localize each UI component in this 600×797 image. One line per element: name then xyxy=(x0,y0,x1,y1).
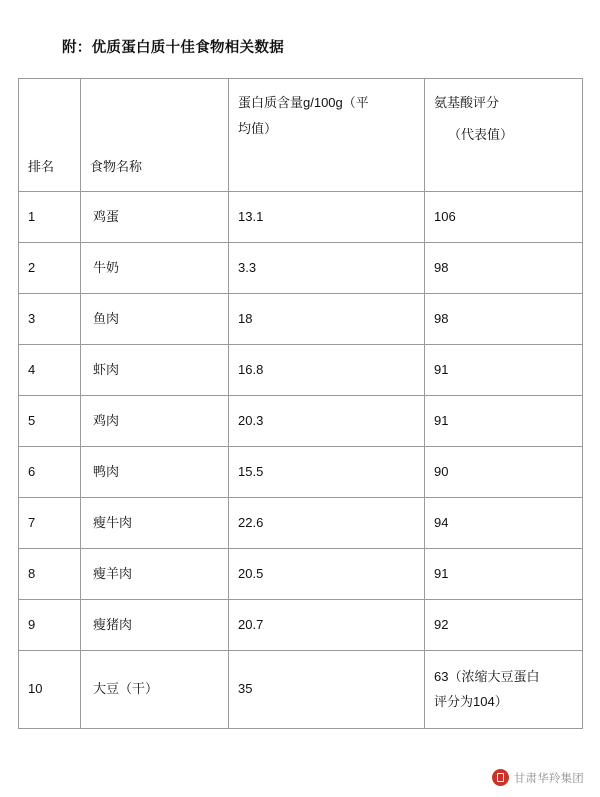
column-header-protein-line2: 均值） xyxy=(238,121,278,137)
cell-rank: 5 xyxy=(19,396,81,447)
watermark-label: 甘肃华羚集团 xyxy=(513,772,584,785)
cell-score-line1: 63（浓缩大豆蛋白 xyxy=(434,668,540,684)
column-header-protein xyxy=(229,79,425,192)
page-title: 附：优质蛋白质十佳食物相关数据 xyxy=(62,40,284,56)
cell-score: 98 xyxy=(425,294,583,345)
cell-rank: 6 xyxy=(19,447,81,498)
table-header-row xyxy=(19,79,583,192)
cell-rank: 3 xyxy=(19,294,81,345)
cell-rank: 4 xyxy=(19,345,81,396)
protein-data-table xyxy=(18,78,583,729)
watermark xyxy=(486,766,590,789)
cell-score: 90 xyxy=(425,447,583,498)
cell-score xyxy=(425,651,583,729)
cell-protein: 20.7 xyxy=(229,600,425,651)
cell-rank: 8 xyxy=(19,549,81,600)
table-row xyxy=(19,294,583,345)
brand-logo-icon xyxy=(492,769,509,786)
cell-score: 91 xyxy=(425,549,583,600)
column-header-rank: 排名 xyxy=(19,79,81,192)
cell-score: 106 xyxy=(425,192,583,243)
cell-food: 鸡肉 xyxy=(81,396,229,447)
cell-score: 94 xyxy=(425,498,583,549)
table-row xyxy=(19,549,583,600)
cell-food: 瘦羊肉 xyxy=(81,549,229,600)
cell-protein: 22.6 xyxy=(229,498,425,549)
cell-food: 鱼肉 xyxy=(81,294,229,345)
cell-score: 92 xyxy=(425,600,583,651)
table-row xyxy=(19,651,583,729)
cell-protein: 3.3 xyxy=(229,243,425,294)
column-header-score-line1: 氨基酸评分 xyxy=(434,95,500,110)
column-header-score-line2: （代表值） xyxy=(448,127,514,143)
cell-protein: 16.8 xyxy=(229,345,425,396)
table-row xyxy=(19,243,583,294)
table-body xyxy=(19,192,583,729)
cell-protein: 13.1 xyxy=(229,192,425,243)
cell-score-line2: 评分为104） xyxy=(434,694,508,709)
cell-food: 鸭肉 xyxy=(81,447,229,498)
cell-score: 91 xyxy=(425,396,583,447)
cell-score: 91 xyxy=(425,345,583,396)
table-row xyxy=(19,600,583,651)
table-row xyxy=(19,396,583,447)
table-header xyxy=(19,79,583,192)
table-row xyxy=(19,345,583,396)
column-header-food: 食物名称 xyxy=(81,79,229,192)
cell-food: 瘦牛肉 xyxy=(81,498,229,549)
cell-protein: 18 xyxy=(229,294,425,345)
cell-food: 瘦猪肉 xyxy=(81,600,229,651)
cell-food: 鸡蛋 xyxy=(81,192,229,243)
table-row xyxy=(19,192,583,243)
column-header-protein-line1: 蛋白质含量g/100g（平 xyxy=(238,95,369,110)
cell-rank: 1 xyxy=(19,192,81,243)
cell-rank: 2 xyxy=(19,243,81,294)
cell-score: 98 xyxy=(425,243,583,294)
table-row xyxy=(19,447,583,498)
cell-protein: 15.5 xyxy=(229,447,425,498)
cell-food: 虾肉 xyxy=(81,345,229,396)
cell-rank: 9 xyxy=(19,600,81,651)
cell-food: 牛奶 xyxy=(81,243,229,294)
cell-food: 大豆（干） xyxy=(81,651,229,729)
table-row xyxy=(19,498,583,549)
cell-protein: 20.5 xyxy=(229,549,425,600)
column-header-score xyxy=(425,79,583,192)
cell-rank: 7 xyxy=(19,498,81,549)
cell-protein: 20.3 xyxy=(229,396,425,447)
cell-rank: 10 xyxy=(19,651,81,729)
protein-table-container xyxy=(18,78,582,729)
cell-protein: 35 xyxy=(229,651,425,729)
